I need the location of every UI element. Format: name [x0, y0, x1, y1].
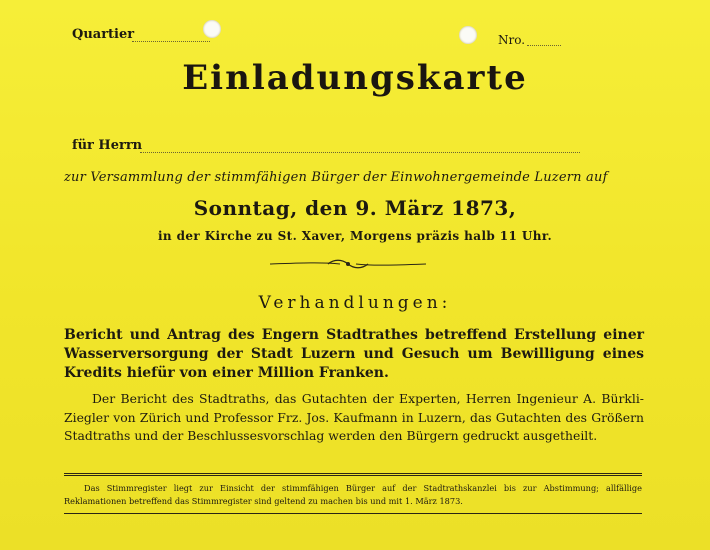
punch-hole-left — [203, 20, 221, 38]
invitation-text: zur Versammlung der stimmfähigen Bürger der Einwohnergemeinde Luzern auf — [64, 170, 608, 185]
number-label: Nro. — [498, 33, 526, 47]
footnote-bottom-rule — [64, 513, 642, 514]
footnote-text: Das Stimmregister liegt zur Einsicht der stimmfähigen Bürger auf der Stadtrathskanzlei bis zur Abstimmung; allfällige Reklamationen betreffend das Stimmregister sind geltend zu machen bis und mit 1. März 1873. — [64, 483, 642, 506]
meeting-date: Sonntag, den 9. März 1873, — [193, 196, 517, 220]
footnote-top-rule — [64, 473, 642, 476]
meeting-place-time: in der Kirche zu St. Xaver, Morgens präzis halb 11 Uhr. — [157, 229, 553, 243]
recipient-label: für Herrn — [72, 138, 143, 153]
agenda-heading: Verhandlungen: — [258, 293, 452, 313]
number-blank-line — [527, 45, 561, 46]
quartier-blank-line — [132, 41, 210, 42]
recipient-blank-line — [140, 152, 580, 153]
punch-hole-right — [459, 26, 477, 44]
agenda-item: Bericht und Antrag des Engern Stadtrathes betreffend Erstellung einer Wasserversorgung der Stadt Luzern und Gesuch um Bewilligung eines Kredits hiefür von einer Million Franken. — [64, 327, 644, 381]
report-paragraph: Der Bericht des Stadtraths, das Gutachten der Experten, Herren Ingenieur A. Bürkli-Ziegler von Zürich und Professor Frz. Jos. Kaufmann in Luzern, das Gutachten des Größern Stadtraths und der Beschlussesvorschlag werden den Bürgern gedruckt ausgetheilt. — [64, 391, 644, 444]
card-title: Einladungskarte — [182, 58, 528, 98]
ornament-divider-icon — [268, 257, 428, 271]
quartier-label: Quartier — [72, 27, 135, 42]
